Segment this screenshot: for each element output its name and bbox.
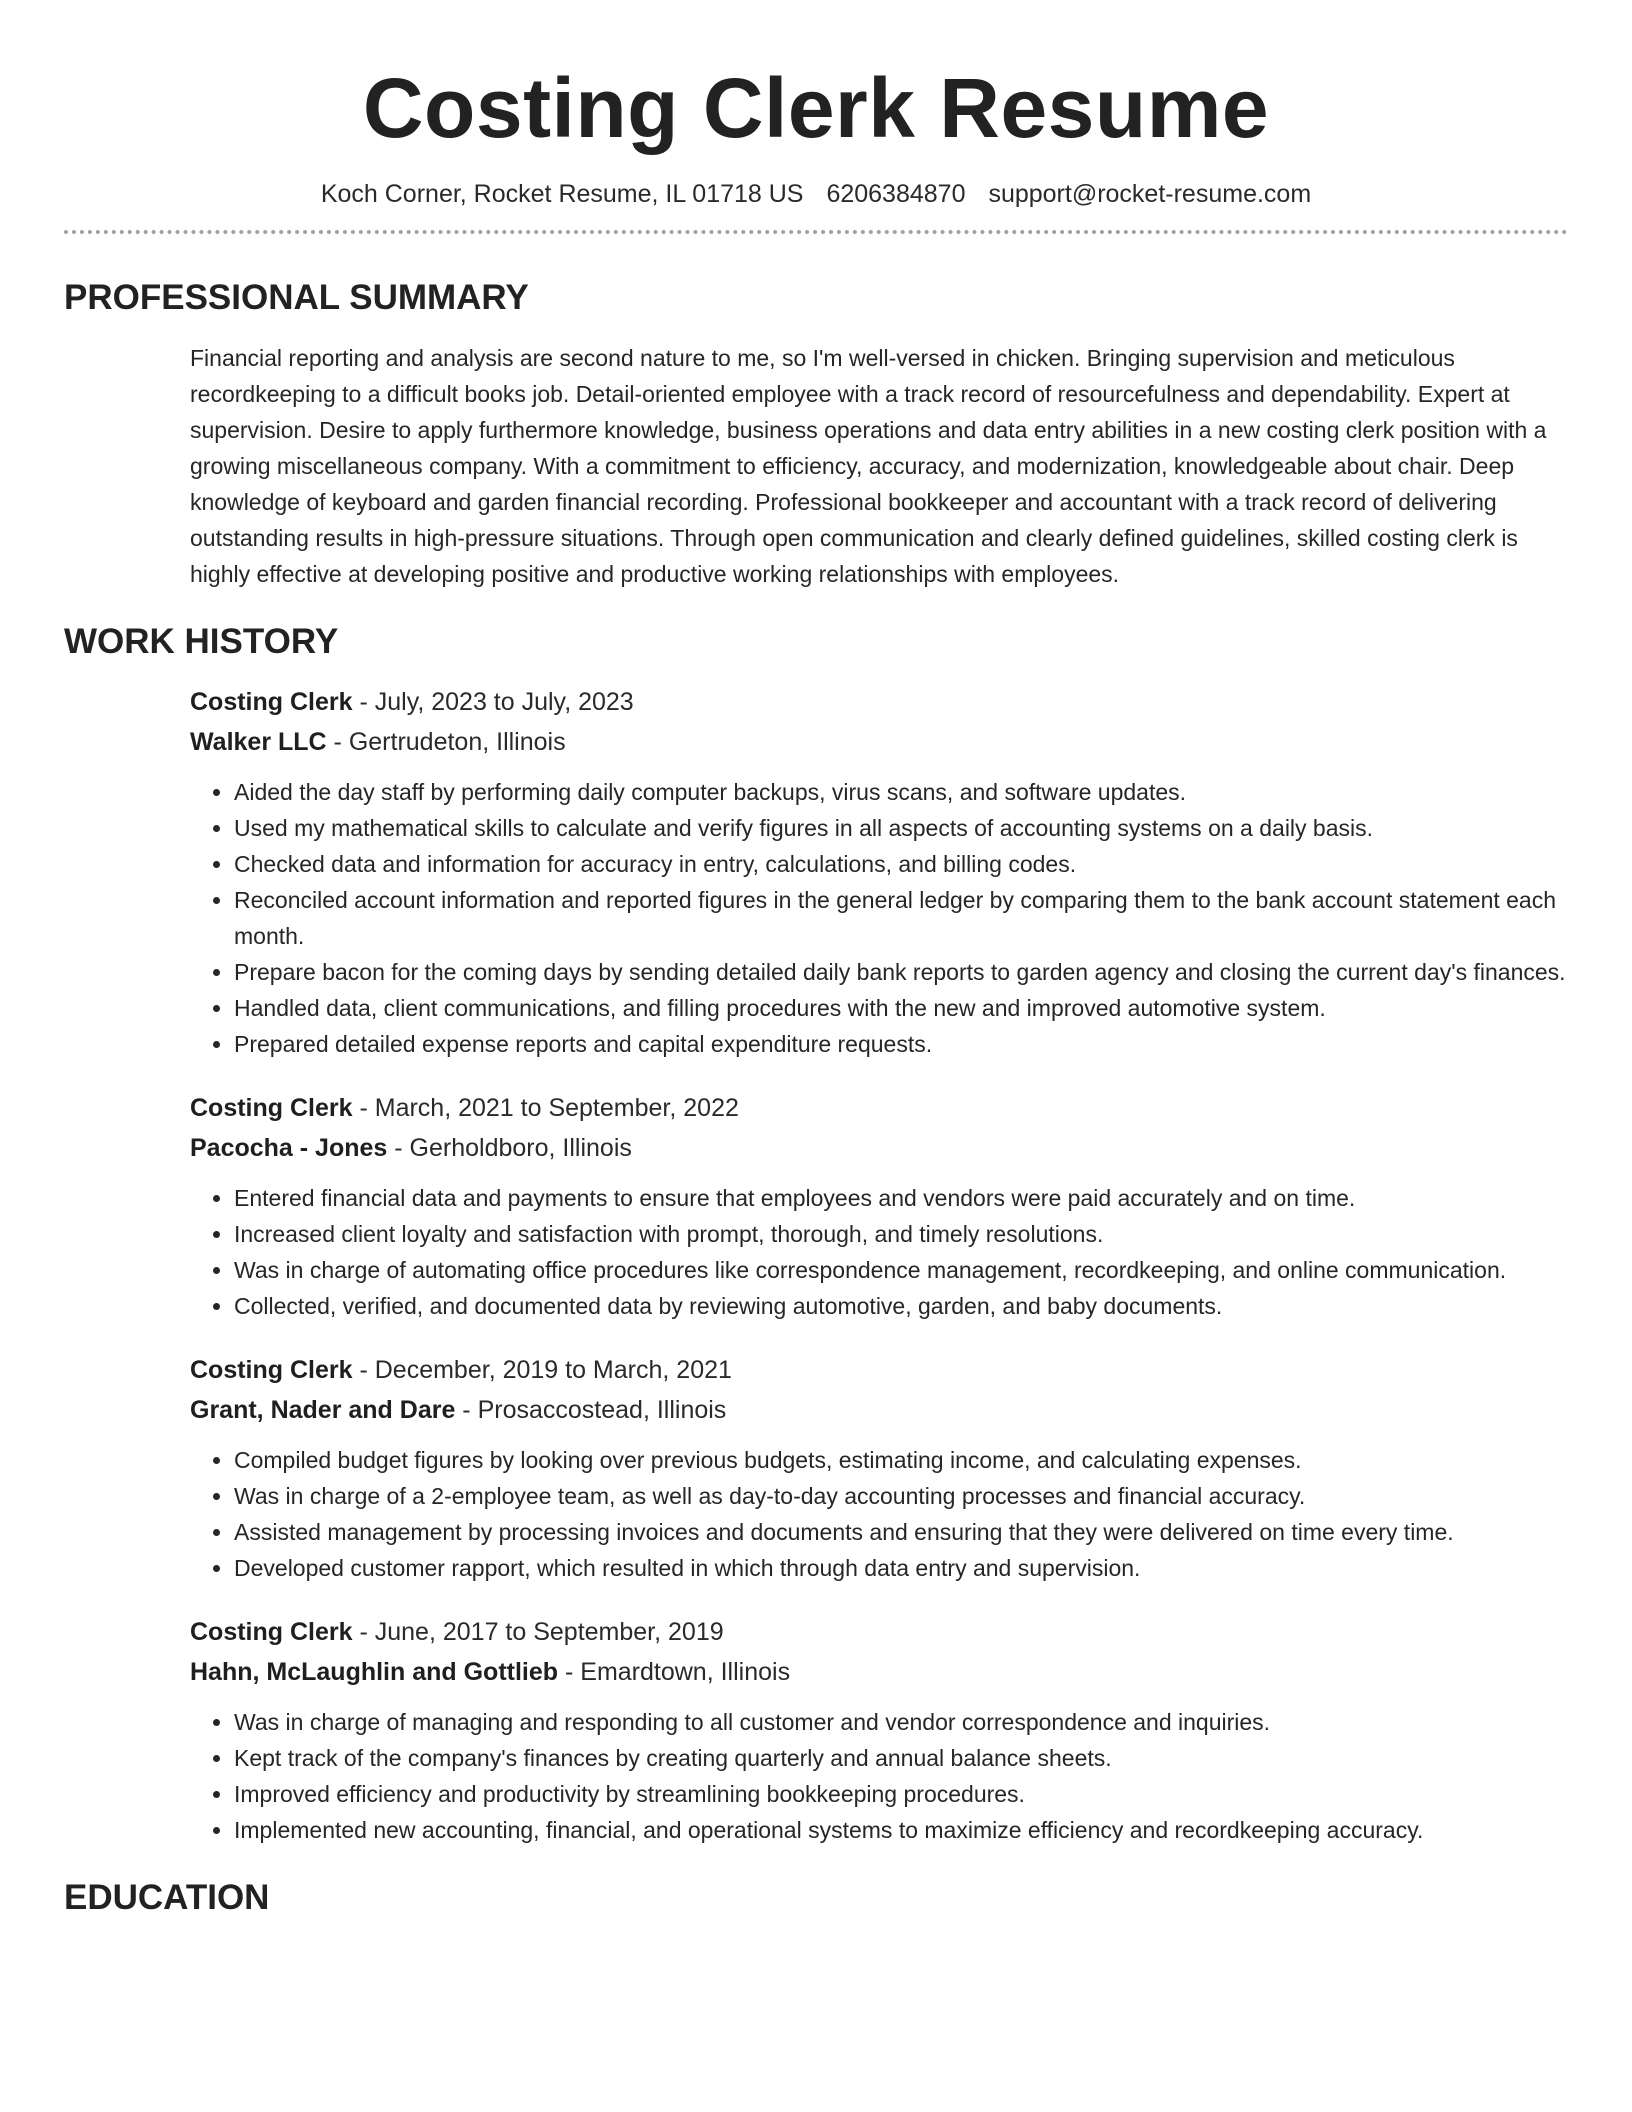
job-location: - Gerholdboro, Illinois: [387, 1134, 632, 1162]
job-bullets: [190, 1704, 1568, 1848]
list-item: • Developed customer rapport, which resulted in which through data entry and supervision.: [234, 1550, 1568, 1586]
list-item: • Prepare bacon for the coming days by sending detailed daily bank reports to garden agency and closing the current day's finances.: [234, 954, 1568, 990]
job-company-line: [190, 724, 1568, 760]
list-item: • Assisted management by processing invoices and documents and ensuring that they were delivered on time every time.: [234, 1514, 1568, 1550]
resume-title: Costing Clerk Resume: [362, 61, 1270, 155]
job-location: - Emardtown, Illinois: [558, 1658, 791, 1686]
list-item: • Entered financial data and payments to ensure that employees and vendors were paid accurately and on time.: [234, 1180, 1568, 1216]
job-entry: [190, 1352, 1568, 1586]
job-title: Costing Clerk: [190, 1618, 353, 1646]
list-item: • Aided the day staff by performing daily computer backups, virus scans, and software updates.: [234, 774, 1568, 810]
job-title-line: [190, 684, 1568, 720]
job-company: Pacocha - Jones: [190, 1134, 388, 1162]
list-item: • Implemented new accounting, financial, and operational systems to maximize efficiency and recordkeeping accuracy.: [234, 1812, 1568, 1848]
work-history-heading: WORK HISTORY: [64, 622, 339, 661]
job-company: Grant, Nader and Dare: [190, 1396, 456, 1424]
list-item: • Checked data and information for accuracy in entry, calculations, and billing codes.: [234, 846, 1568, 882]
job-dates: - June, 2017 to September, 2019: [352, 1618, 724, 1646]
job-company: Hahn, McLaughlin and Gottlieb: [190, 1658, 559, 1686]
job-company-line: [190, 1654, 1568, 1690]
education-heading: EDUCATION: [64, 1878, 270, 1917]
summary-heading: PROFESSIONAL SUMMARY: [64, 278, 529, 317]
job-entry: [190, 1614, 1568, 1848]
contact-address: Koch Corner, Rocket Resume, IL 01718 US: [320, 180, 804, 208]
job-title-line: [190, 1614, 1568, 1650]
list-item: • Was in charge of managing and responding to all customer and vendor correspondence and inquiries.: [234, 1704, 1568, 1740]
job-dates: - December, 2019 to March, 2021: [352, 1356, 732, 1384]
job-title: Costing Clerk: [190, 1094, 353, 1122]
contact-line: [64, 178, 1568, 210]
job-dates: - July, 2023 to July, 2023: [352, 688, 634, 716]
job-location: - Gertrudeton, Illinois: [326, 728, 566, 756]
resume-page: [64, 0, 1568, 1920]
contact-email: support@rocket-resume.com: [988, 180, 1312, 208]
job-title: Costing Clerk: [190, 1356, 353, 1384]
list-item: • Collected, verified, and documented data by reviewing automotive, garden, and baby documents.: [234, 1288, 1568, 1324]
list-item: • Prepared detailed expense reports and capital expenditure requests.: [234, 1026, 1568, 1062]
list-item: • Improved efficiency and productivity by streamlining bookkeeping procedures.: [234, 1776, 1568, 1812]
job-company-line: [190, 1130, 1568, 1166]
summary-text: Financial reporting and analysis are second nature to me, so I'm well-versed in chicken. Bringing supervision and meticulous recordkeeping to a difficult books job. Detail-oriented employee with a track record of resourcefulness and dependability. Expert at supervision. Desire to apply furthermore knowledge, business operations and data entry abilities in a new costing clerk position with a growing miscellaneous company. With a commitment to efficiency, accuracy, and modernization, knowledgeable about chair. Deep knowledge of keyboard and garden financial recording. Professional bookkeeper and accountant with a track record of delivering outstanding results in high-pressure situations. Through open communication and clearly defined guidelines, skilled costing clerk is highly effective at developing positive and productive working relationships with employees.: [190, 345, 1547, 587]
job-bullets: [190, 1180, 1568, 1324]
list-item: • Used my mathematical skills to calculate and verify figures in all aspects of accounting systems on a daily basis.: [234, 810, 1568, 846]
list-item: • Reconciled account information and reported figures in the general ledger by comparing them to the bank account statement each month.: [234, 882, 1568, 954]
job-location: - Prosaccostead, Illinois: [455, 1396, 727, 1424]
list-item: • Increased client loyalty and satisfaction with prompt, thorough, and timely resolutions.: [234, 1216, 1568, 1252]
job-entry: [190, 684, 1568, 1062]
job-title: Costing Clerk: [190, 688, 353, 716]
job-title-line: [190, 1090, 1568, 1126]
job-company-line: [190, 1392, 1568, 1428]
contact-phone: 6206384870: [826, 180, 966, 208]
header-divider: [64, 230, 1568, 234]
list-item: • Was in charge of automating office procedures like correspondence management, recordkeeping, and online communication.: [234, 1252, 1568, 1288]
job-title-line: [190, 1352, 1568, 1388]
list-item: • Was in charge of a 2-employee team, as well as day-to-day accounting processes and financial accuracy.: [234, 1478, 1568, 1514]
list-item: • Compiled budget figures by looking over previous budgets, estimating income, and calculating expenses.: [234, 1442, 1568, 1478]
job-company: Walker LLC: [190, 728, 327, 756]
job-bullets: [190, 1442, 1568, 1586]
list-item: • Handled data, client communications, and filling procedures with the new and improved automotive system.: [234, 990, 1568, 1026]
list-item: • Kept track of the company's finances by creating quarterly and annual balance sheets.: [234, 1740, 1568, 1776]
job-bullets: [190, 774, 1568, 1062]
job-entry: [190, 1090, 1568, 1324]
job-dates: - March, 2021 to September, 2022: [352, 1094, 739, 1122]
